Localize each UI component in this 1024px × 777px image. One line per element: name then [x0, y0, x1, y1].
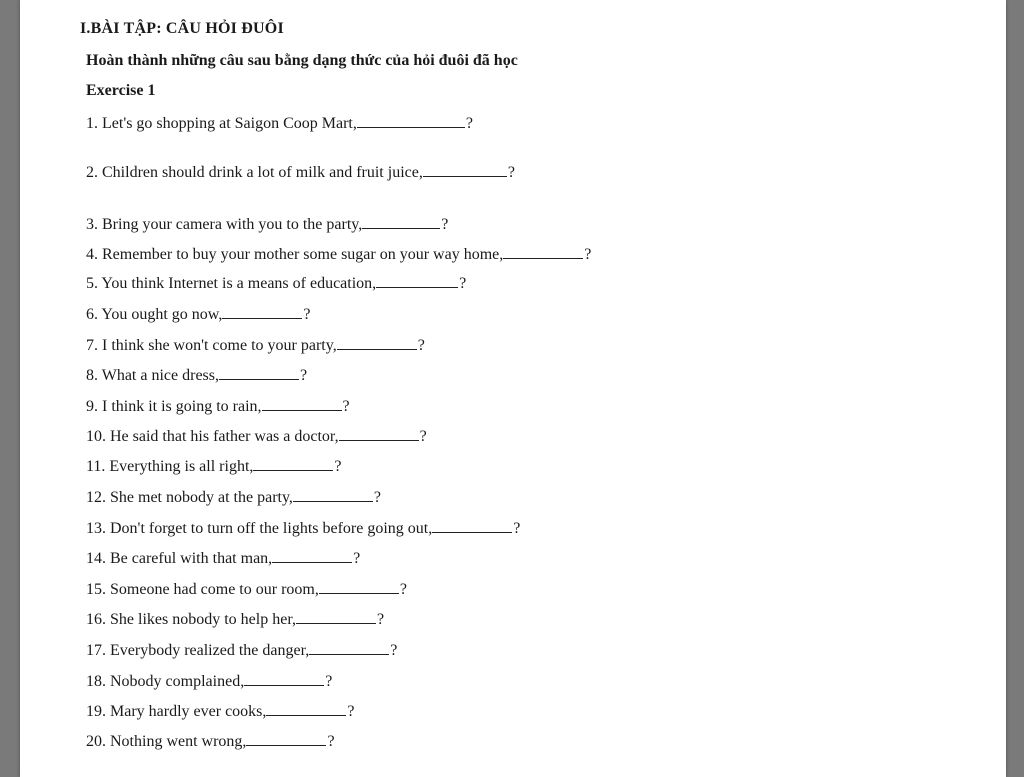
question-item	[86, 273, 466, 293]
question-item	[86, 487, 381, 507]
answer-blank	[339, 426, 419, 441]
question-item	[86, 456, 342, 476]
question-mark: ?	[342, 398, 350, 415]
answer-blank	[253, 456, 333, 471]
question-item	[86, 335, 425, 355]
answer-blank	[319, 579, 399, 594]
answer-blank	[432, 518, 512, 533]
question-text: 13. Don't forget to turn off the lights before going out,	[86, 520, 433, 537]
question-item	[86, 162, 515, 182]
question-mark: ?	[334, 458, 342, 475]
question-mark: ?	[303, 306, 311, 323]
answer-blank	[266, 701, 346, 716]
answer-blank	[219, 365, 299, 380]
question-item	[86, 214, 448, 234]
question-text: 2. Children should drink a lot of milk and fruit juice,	[86, 164, 423, 181]
question-mark: ?	[417, 337, 425, 354]
question-text: 3. Bring your camera with you to the party,	[86, 216, 363, 233]
question-text: 6. You ought go now,	[86, 306, 223, 323]
question-text: 19. Mary hardly ever cooks,	[86, 703, 267, 720]
question-mark: ?	[347, 703, 355, 720]
answer-blank	[362, 214, 440, 229]
question-item	[86, 304, 310, 324]
answer-blank	[293, 487, 373, 502]
answer-blank	[337, 335, 417, 350]
answer-blank	[296, 609, 376, 624]
question-text: 10. He said that his father was a doctor,	[86, 428, 339, 445]
question-text: 9. I think it is going to rain,	[86, 398, 262, 415]
question-item	[86, 244, 591, 264]
question-text: 1. Let's go shopping at Saigon Coop Mart,	[86, 115, 357, 132]
worksheet-page	[20, 0, 1006, 777]
question-text: 11. Everything is all right,	[86, 458, 254, 475]
question-mark: ?	[513, 520, 521, 537]
question-text: 4. Remember to buy your mother some sugar on your way home,	[86, 246, 504, 263]
question-mark: ?	[390, 642, 398, 659]
question-text: 15. Someone had come to our room,	[86, 581, 319, 598]
question-item	[86, 640, 397, 660]
question-mark: ?	[584, 246, 592, 263]
question-mark: ?	[441, 216, 449, 233]
question-mark: ?	[377, 611, 385, 628]
page-heading: I.BÀI TẬP: CÂU HỎI ĐUÔI	[80, 20, 284, 37]
question-mark: ?	[327, 733, 335, 750]
question-text: 8. What a nice dress,	[86, 367, 219, 384]
answer-blank	[376, 273, 458, 288]
question-mark: ?	[325, 673, 333, 690]
question-mark: ?	[419, 428, 427, 445]
question-item	[86, 113, 473, 133]
answer-blank	[503, 244, 583, 259]
question-text: 18. Nobody complained,	[86, 673, 245, 690]
question-item	[86, 518, 520, 538]
question-item	[86, 396, 350, 416]
answer-blank	[309, 640, 389, 655]
answer-blank	[423, 162, 507, 177]
question-item	[86, 426, 427, 446]
answer-blank	[246, 731, 326, 746]
question-item	[86, 365, 307, 385]
instruction-text: Hoàn thành những câu sau bằng dạng thức của hỏi đuôi đã học	[86, 52, 518, 69]
question-mark: ?	[465, 115, 473, 132]
question-text: 20. Nothing went wrong,	[86, 733, 247, 750]
question-item	[86, 579, 407, 599]
question-item	[86, 701, 355, 721]
question-mark: ?	[399, 581, 407, 598]
answer-blank	[262, 396, 342, 411]
question-item	[86, 731, 335, 751]
question-text: 16. She likes nobody to help her,	[86, 611, 296, 628]
question-text: 14. Be careful with that man,	[86, 550, 273, 567]
question-item	[86, 671, 332, 691]
question-mark: ?	[373, 489, 382, 506]
exercise-title: Exercise 1	[86, 82, 156, 99]
question-text: 12. She met nobody at the party,	[86, 489, 293, 506]
question-text: 17. Everybody realized the danger,	[86, 642, 310, 659]
question-item	[86, 609, 384, 629]
question-mark: ?	[459, 275, 467, 292]
question-mark: ?	[353, 550, 361, 567]
question-item	[86, 548, 360, 568]
answer-blank	[244, 671, 324, 686]
answer-blank	[357, 113, 465, 128]
answer-blank	[272, 548, 352, 563]
question-mark: ?	[300, 367, 308, 384]
question-mark: ?	[507, 164, 515, 181]
question-text: 5. You think Internet is a means of education,	[86, 275, 377, 292]
question-text: 7. I think she won't come to your party,	[86, 337, 337, 354]
answer-blank	[222, 304, 302, 319]
